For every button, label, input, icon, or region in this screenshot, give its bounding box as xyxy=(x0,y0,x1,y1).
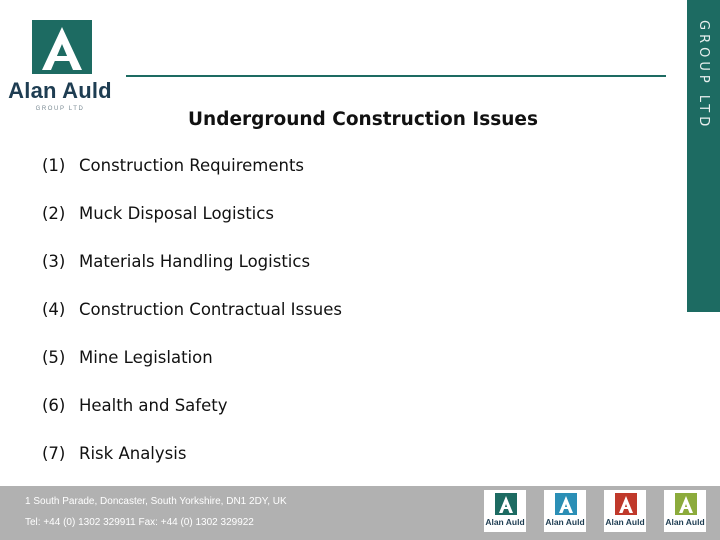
logo-a-icon xyxy=(555,493,577,515)
list-item xyxy=(42,444,342,492)
list-item xyxy=(42,348,342,396)
logo-a-icon xyxy=(675,493,697,515)
list-item-label: Muck Disposal Logistics xyxy=(79,204,274,223)
list-item-number: (4) xyxy=(42,300,66,319)
list-item xyxy=(42,156,342,204)
group-logo xyxy=(484,490,526,532)
side-banner xyxy=(687,0,720,312)
list-item-number: (5) xyxy=(42,348,66,367)
logo-name: Alan Auld xyxy=(8,78,112,103)
list-item-label: Mine Legislation xyxy=(79,348,213,367)
logo-subtitle: GROUP LTD xyxy=(35,106,85,112)
group-logo-name: Alan Auld xyxy=(665,517,705,527)
company-logo xyxy=(8,20,112,116)
list-item-number: (2) xyxy=(42,204,66,223)
list-item-number: (7) xyxy=(42,444,66,463)
footer-address: 1 South Parade, Doncaster, South Yorkshire, DN1 2DY, UK xyxy=(25,496,287,507)
group-logos xyxy=(484,490,706,532)
side-banner-text: GROUP LTD xyxy=(696,20,711,131)
list-item xyxy=(42,204,342,252)
group-logo-name: Alan Auld xyxy=(605,517,645,527)
footer xyxy=(0,486,720,540)
group-logo-name: Alan Auld xyxy=(545,517,585,527)
list-item-label: Materials Handling Logistics xyxy=(79,252,311,271)
logo-a-icon xyxy=(495,493,517,515)
page-title: Underground Construction Issues xyxy=(188,109,538,130)
list-item xyxy=(42,252,342,300)
group-logo xyxy=(664,490,706,532)
list-item xyxy=(42,396,342,444)
logo-a-icon xyxy=(32,20,92,74)
list-item xyxy=(42,300,342,348)
logo-mark xyxy=(32,20,92,74)
list-item-number: (3) xyxy=(42,252,66,271)
list-item-label: Risk Analysis xyxy=(79,444,187,463)
list-item-label: Construction Requirements xyxy=(79,156,305,175)
logo-a-icon xyxy=(615,493,637,515)
group-logo xyxy=(604,490,646,532)
list-item-label: Health and Safety xyxy=(79,396,228,415)
issues-list xyxy=(42,156,342,492)
list-item-label: Construction Contractual Issues xyxy=(79,300,342,319)
footer-contact: Tel: +44 (0) 1302 329911 Fax: +44 (0) 1302 329922 xyxy=(25,517,254,528)
header-divider xyxy=(126,75,666,77)
list-item-number: (1) xyxy=(42,156,66,175)
group-logo xyxy=(544,490,586,532)
group-logo-name: Alan Auld xyxy=(485,517,525,527)
list-item-number: (6) xyxy=(42,396,66,415)
